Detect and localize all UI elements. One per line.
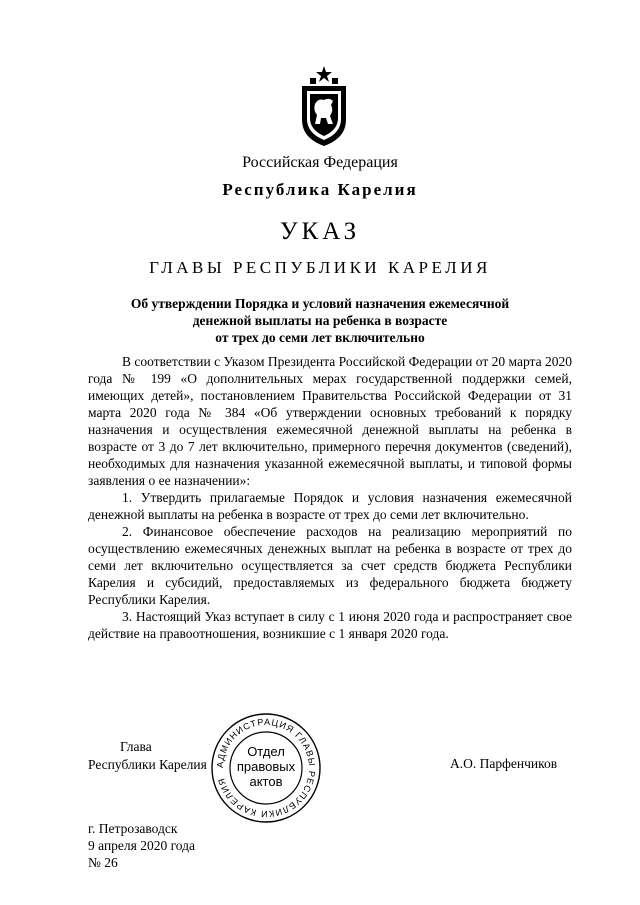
subject-line: денежной выплаты на ребенка в возрасте	[192, 313, 448, 328]
signer-name: А.О. Парфенчиков	[450, 756, 558, 771]
stamp-text: Отдел	[247, 744, 285, 759]
preamble-paragraph: В соответствии с Указом Президента Российской Федерации от 20 марта 2020 года № 199 «О дополнительных мерах государственной поддержки семей, имеющих детей», постановлением Правительства Российской Федерации от 31 марта 2020 года № 384 «Об утверждении основных требований к порядку назначения и осуществления ежемесячной денежной выплаты на ребенка в возрасте от 3 до 7 лет включительно, примерного перечня документов (сведений), необходимых для назначения указанной ежемесячной выплаты, и типовой формы заявления о ее назначении»:	[88, 354, 572, 488]
stamp-ring-text: АДМИНИСТРАЦИЯ ГЛАВЫ РЕСПУБЛИКИ КАРЕЛИЯ	[214, 716, 318, 820]
document-type: УКАЗ	[279, 218, 361, 245]
signing-date: 9 апреля 2020 года	[88, 838, 196, 853]
document-number: № 26	[88, 855, 118, 870]
document-footer	[88, 820, 195, 871]
signing-place: г. Петрозаводск	[88, 821, 178, 836]
republic-name: Республика Карелия	[222, 180, 418, 199]
document-body	[88, 353, 572, 642]
stamp-text: актов	[249, 774, 283, 789]
signer-title-line: Глава	[120, 739, 152, 754]
subject-line: от трех до семи лет включительно	[215, 330, 425, 345]
clause-paragraph: 2. Финансовое обеспечение расходов на реализацию мероприятий по осуществлению ежемесячных денежных выплат на ребенка в возрасте от трех до семи лет включительно осуществляется за счет средств бюджета Республики Карелия и субсидий, предоставляемых из федерального бюджета бюджету Республики Карелия.	[88, 524, 572, 607]
karelia-coat-of-arms-icon	[296, 64, 352, 148]
clause-paragraph: 3. Настоящий Указ вступает в силу с 1 июня 2020 года и распространяет свое действие на правоотношения, возникшие с 1 января 2020 года.	[88, 609, 572, 641]
document-issuer: ГЛАВЫ РЕСПУБЛИКИ КАРЕЛИЯ	[149, 258, 491, 277]
document-subject	[0, 295, 640, 346]
official-stamp	[210, 712, 322, 824]
clause-paragraph: 1. Утвердить прилагаемые Порядок и условия назначения ежемесячной денежной выплаты на ребенка в возрасте от трех до семи лет включительно.	[88, 490, 572, 522]
signer-title-line: Республики Карелия	[88, 757, 207, 772]
signer-title	[88, 738, 207, 774]
country-name: Российская Федерация	[242, 154, 398, 171]
subject-line: Об утверждении Порядка и условий назначения ежемесячной	[130, 296, 510, 311]
stamp-text: правовых	[236, 759, 296, 774]
